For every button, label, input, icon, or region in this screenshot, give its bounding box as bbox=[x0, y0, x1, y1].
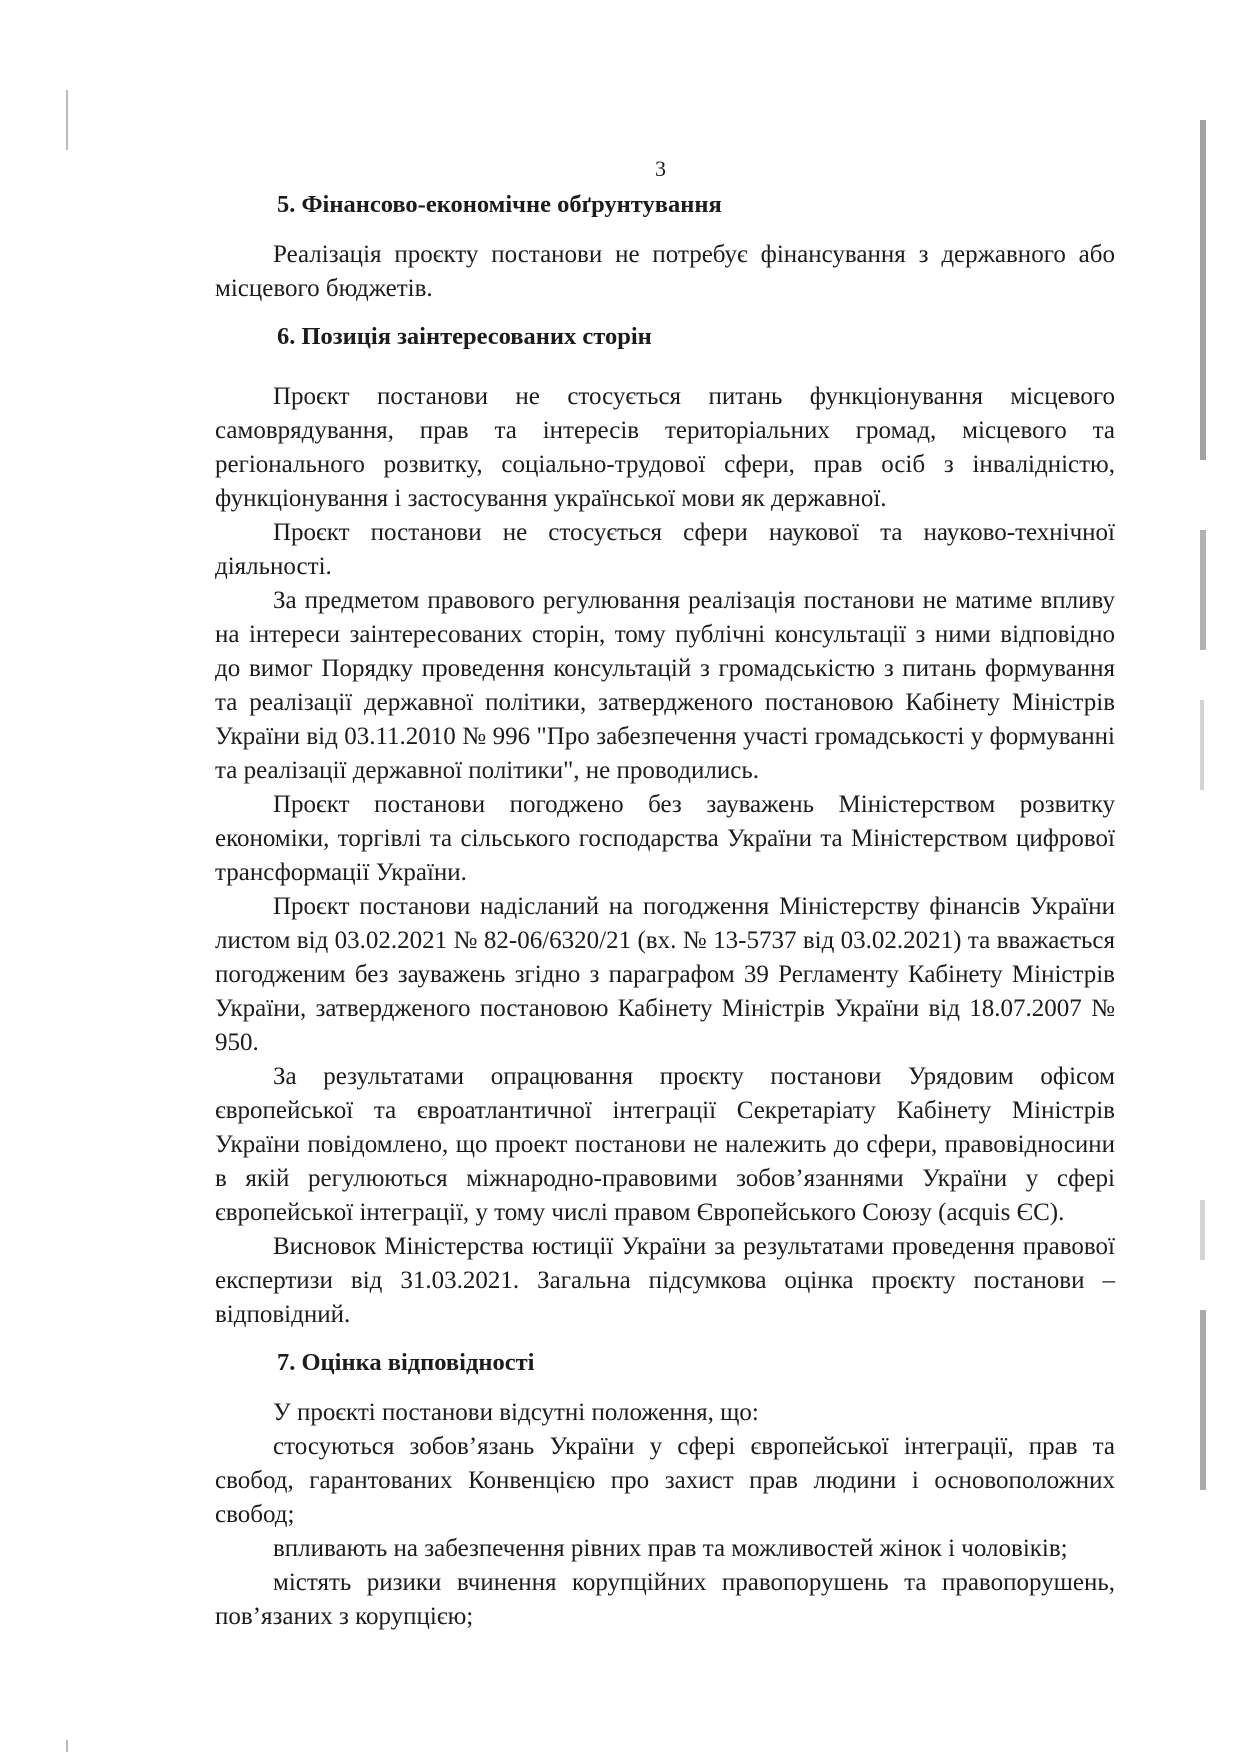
paragraph: За результатами опрацювання проєкту постанови Урядовим офісом європейської та євроатлантичної інтеграції Секретаріату Кабінету Міністрів України повідомлено, що проект постанови не належить до сфери, правовідносини в якій регулюються міжнародно-правовими зобов’язаннями України у сфері європейської інтеграції, у тому числі правом Європейського Союзу (acquis ЄС). bbox=[215, 1063, 1115, 1226]
section-stakeholders bbox=[215, 320, 1115, 1332]
paragraph: впливають на забезпечення рівних прав та можливостей жінок і чоловіків; bbox=[273, 1535, 1068, 1562]
scan-left-mark bbox=[66, 90, 68, 150]
paragraph: містять ризики вчинення корупційних правопорушень та правопорушень, пов’язаних з корупцією; bbox=[215, 1569, 1115, 1630]
paragraph: У проєкті постанови відсутні положення, що: bbox=[273, 1399, 759, 1426]
paragraph: Проєкт постанови погоджено без зауважень Міністерством розвитку економіки, торгівлі та сільського господарства України та Міністерством цифрової трансформації України. bbox=[215, 791, 1115, 886]
paragraph: Реалізація проєкту постанови не потребує фінансування з державного або місцевого бюджетів. bbox=[215, 241, 1115, 302]
scan-edge-marks bbox=[1180, 0, 1240, 1753]
paragraph: Проєкт постанови не стосується сфери наукової та науково-технічної діяльності. bbox=[215, 519, 1115, 580]
section-financial bbox=[215, 188, 1115, 306]
paragraph: Проєкт постанови надісланий на погодження Міністерству фінансів України листом від 03.02.2021 № 82-06/6320/21 (вх. № 13-5737 від 03.02.2021) та вважається погодженим без зауважень згідно з параграфом 39 Регламенту Кабінету Міністрів України, затвердженого постановою Кабінету Міністрів України від 18.07.2007 № 950. bbox=[215, 893, 1115, 1056]
section-heading: 5. Фінансово-економічне обґрунтування bbox=[277, 191, 722, 218]
section-heading: 7. Оцінка відповідності bbox=[277, 1349, 535, 1376]
document-body bbox=[215, 188, 1115, 1634]
paragraph: Висновок Міністерства юстиції України за результатами проведення правової експертизи від 31.03.2021. Загальна підсумкова оцінка проєкту постанови – відповідний. bbox=[215, 1233, 1115, 1328]
paragraph: стосуються зобов’язань України у сфері європейської інтеграції, прав та свобод, гарантованих Конвенцією про захист прав людини і основоположних свобод; bbox=[215, 1433, 1115, 1528]
page-number: 3 bbox=[655, 156, 666, 181]
paragraph: За предметом правового регулювання реалізація постанови не матиме впливу на інтереси заінтересованих сторін, тому публічні консультації з ними відповідно до вимог Порядку проведення консультацій з громадськістю з питань формування та реалізації державної політики, затвердженого постановою Кабінету Міністрів України від 03.11.2010 № 996 "Про забезпечення участі громадськості у формуванні та реалізації державної політики", не проводились. bbox=[215, 587, 1115, 784]
scan-left-mark bbox=[66, 1740, 68, 1752]
paragraph: Проєкт постанови не стосується питань функціонування місцевого самоврядування, прав та інтересів територіальних громад, місцевого та регіонального розвитку, соціально-трудової сфери, прав осіб з інвалідністю, функціонування і застосування української мови як державної. bbox=[215, 383, 1115, 512]
section-heading: 6. Позиція заінтересованих сторін bbox=[277, 323, 652, 350]
section-compliance bbox=[215, 1346, 1115, 1634]
